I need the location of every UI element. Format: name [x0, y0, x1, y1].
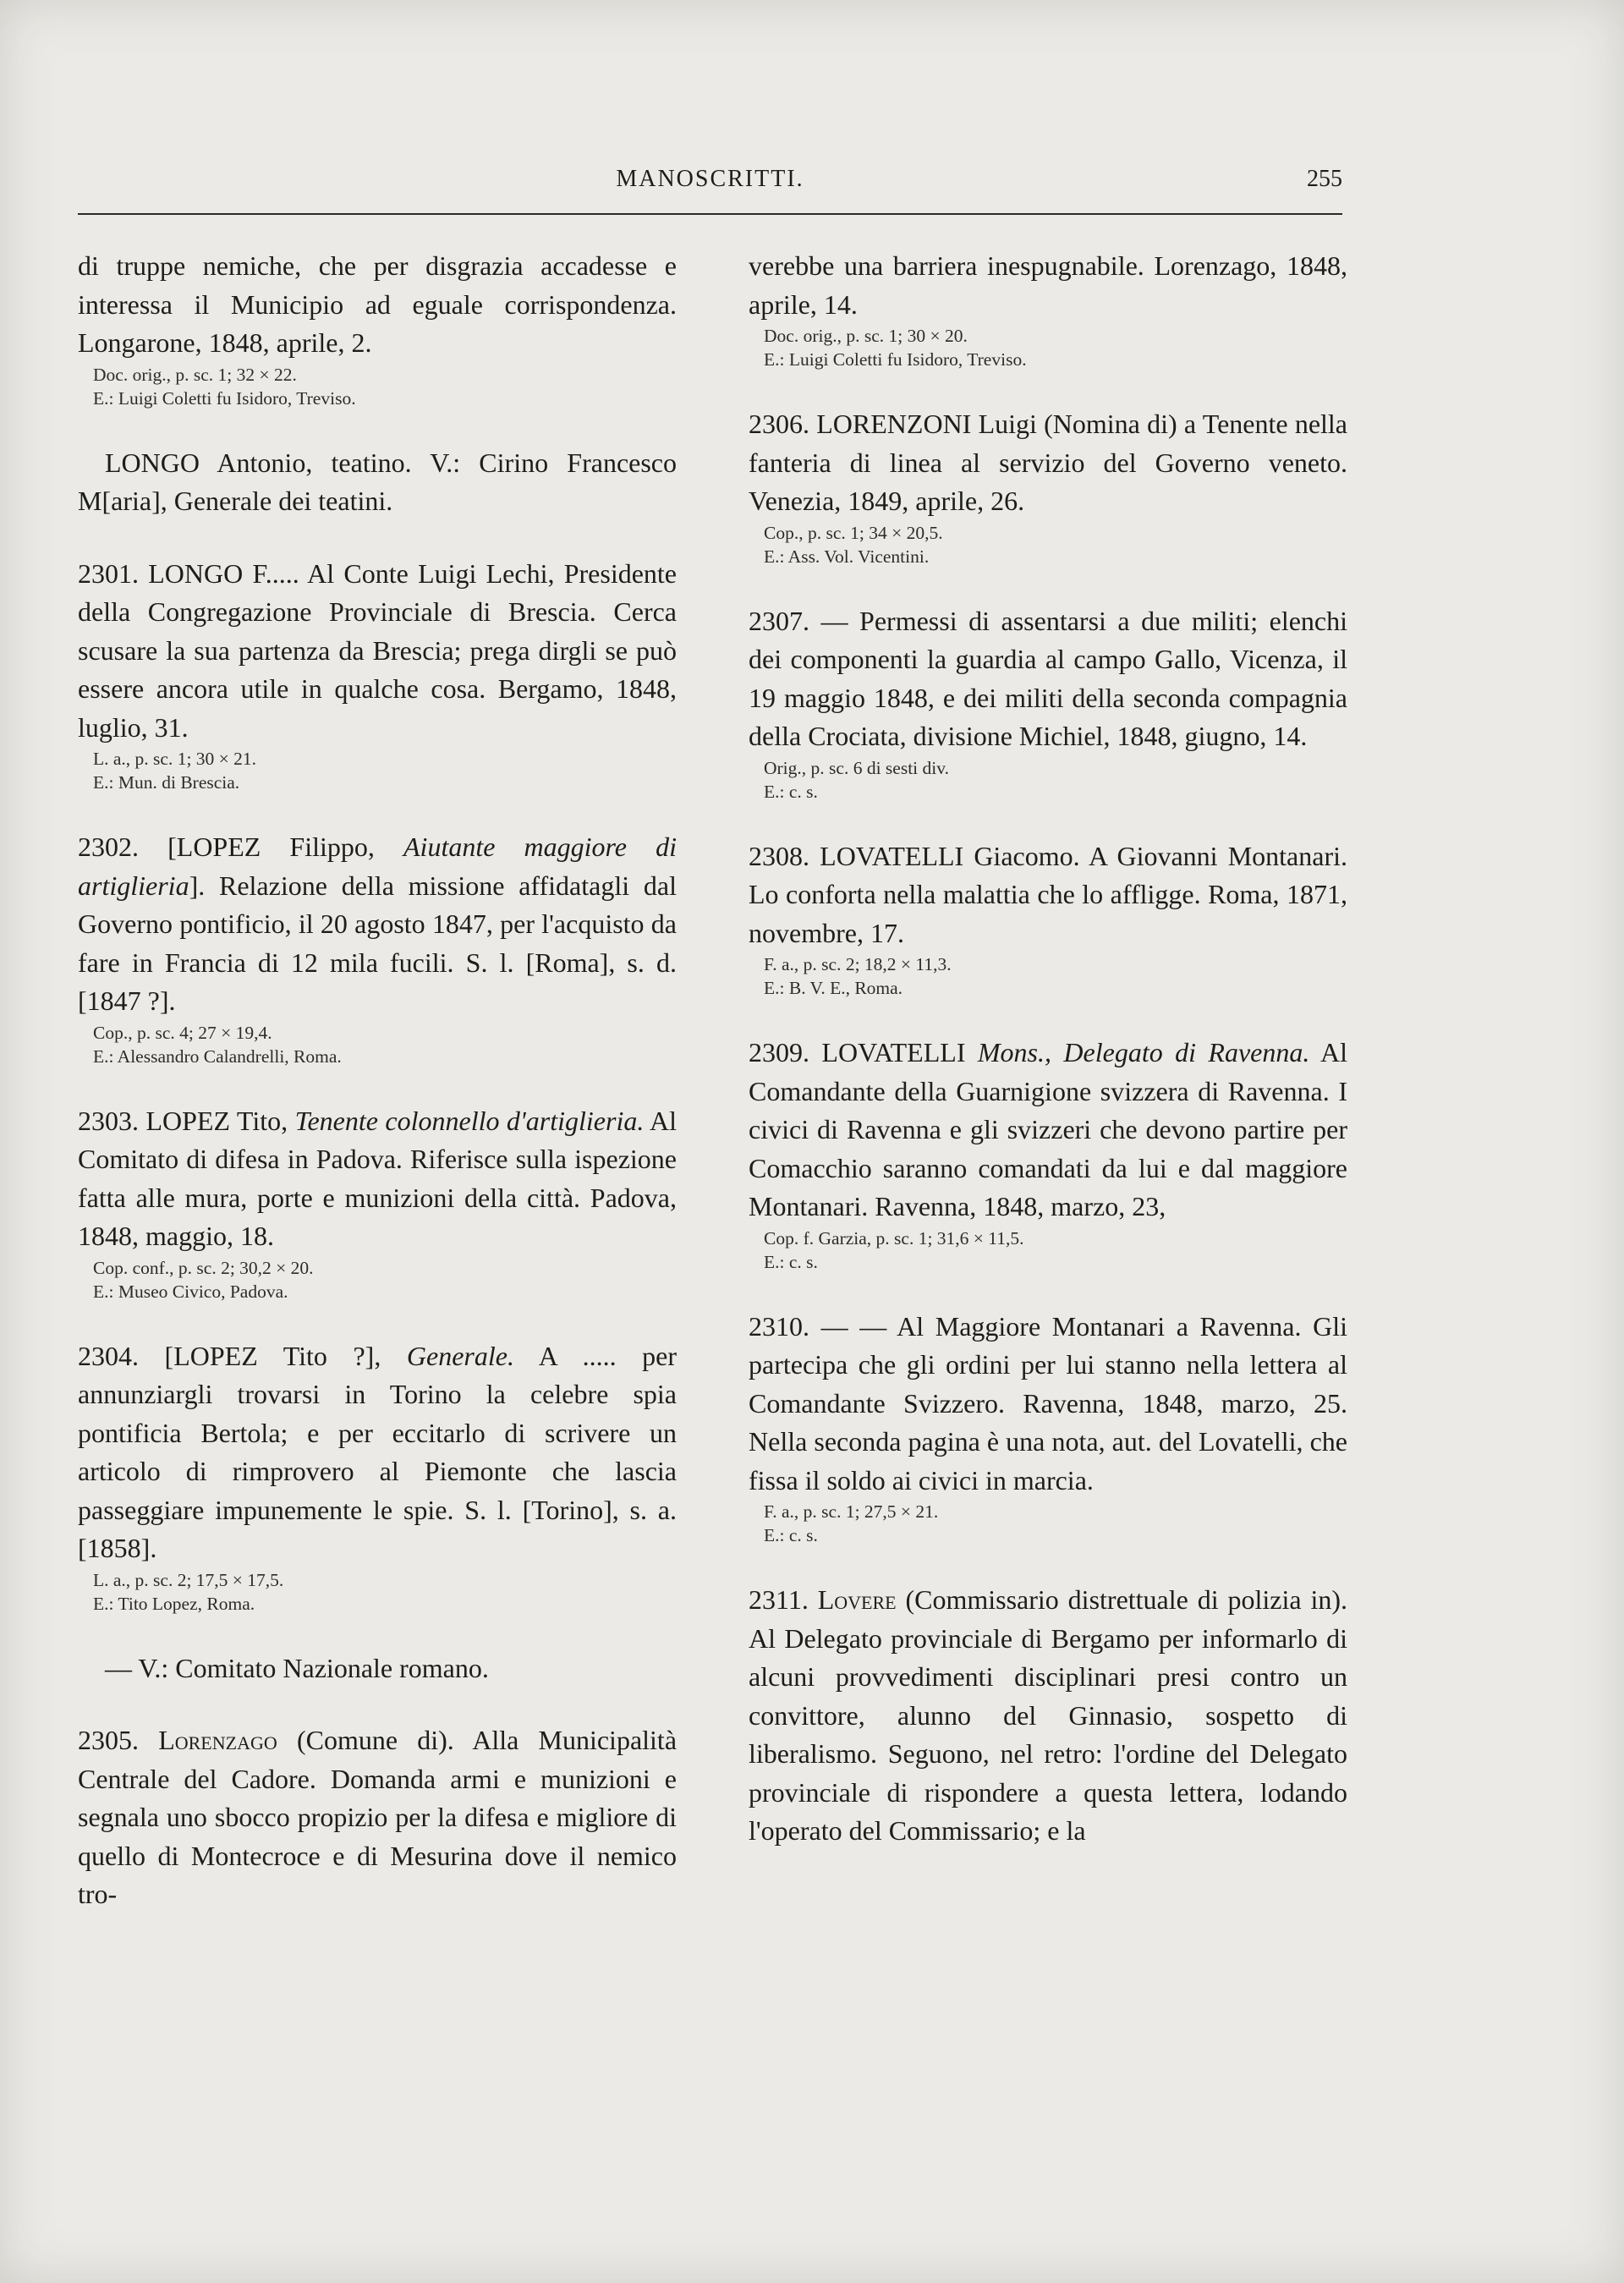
entry-description: F. a., p. sc. 1; 27,5 × 21.	[764, 1501, 939, 1522]
entry-owner: E.: Museo Civico, Padova.	[93, 1281, 288, 1302]
entry-number: 2301.	[78, 557, 139, 589]
entry-text: — — Al Maggiore Montanari a Ravenna. Gli partecipa che gli ordini per lui stanno nella lettera al Comandante Svizzero. Ravenna, 1848, marzo, 25. Nella seconda pagina è una nota, aut. del Lovatelli, che fissa il soldo ai civici in marcia.	[749, 1310, 1348, 1495]
entry-number: 2305.	[78, 1725, 139, 1755]
right-column	[749, 247, 1347, 1885]
entry-text: — V.: Comitato Nazionale romano.	[105, 1652, 489, 1683]
entry-2311	[749, 1581, 1347, 1851]
entry-author: LOVATELLI	[821, 1037, 966, 1067]
entry-owner: E.: c. s.	[764, 1525, 818, 1545]
entry-role: Tenente colonnello d'artiglieria.	[294, 1105, 645, 1136]
entry-text: LONGO F..... Al Conte Luigi Lechi, Presidente della Congregazione Provinciale di Brescia. Cerca scusare la sua partenza da Brescia; prega dirgli se può essere ancora utile in qualche cosa. Bergamo, 1848, luglio, 31.	[78, 557, 677, 743]
entry-number: 2309.	[749, 1037, 809, 1067]
entry-text: di truppe nemiche, che per disgrazia accadesse e interessa il Municipio ad eguale corrispondenza. Longarone, 1848, aprile, 2.	[78, 250, 677, 358]
entry-number: 2311.	[749, 1584, 809, 1615]
running-title: MANOSCRITTI.	[616, 166, 804, 192]
entry-description: L. a., p. sc. 1; 30 × 21.	[93, 749, 257, 769]
entry-owner: E.: B. V. E., Roma.	[764, 978, 903, 998]
entry-2310	[749, 1308, 1347, 1548]
entry-number: 2306.	[749, 409, 809, 439]
entry-2304	[78, 1337, 677, 1616]
entry-2303	[78, 1102, 677, 1303]
entry-text: — Permessi di assentarsi a due militi; elenchi dei componenti la guardia al campo Gallo, Vicenza, il 19 maggio 1848, e dei militi della seconda compagnia della Crociata, divisione Michiel, 1848, giugno, 14.	[749, 605, 1347, 751]
entry-number: 2302.	[78, 831, 139, 862]
entry-role: Aiutante maggiore di artiglieria	[78, 831, 677, 901]
entry-number: 2303.	[78, 1105, 139, 1136]
entry-number: 2307.	[749, 605, 809, 636]
entry-description: F. a., p. sc. 2; 18,2 × 11,3.	[764, 954, 952, 974]
entry-2302	[78, 828, 677, 1068]
entry-role: Mons., Delegato di Ravenna.	[977, 1037, 1310, 1067]
entry-description: Doc. orig., p. sc. 1; 32 × 22.	[93, 364, 297, 385]
entry-owner: E.: Luigi Coletti fu Isidoro, Treviso.	[93, 387, 356, 409]
entry-description: Cop. f. Garzia, p. sc. 1; 31,6 × 11,5.	[764, 1227, 1024, 1249]
entry-longo-antonio	[78, 444, 677, 521]
entry-owner: E.: Luigi Coletti fu Isidoro, Treviso.	[764, 349, 1027, 370]
entry-role: Generale.	[406, 1340, 514, 1371]
entry-description: Cop. conf., p. sc. 2; 30,2 × 20.	[93, 1257, 314, 1278]
entry-owner: E.: Tito Lopez, Roma.	[93, 1593, 255, 1614]
entry-owner: E.: Ass. Vol. Vicentini.	[764, 546, 930, 567]
entry-text: ]. Relazione della missione affidatagli dal Governo pontificio, il 20 agosto 1847, per l'acquisto da fare in Francia di 12 mila fucili. S. l. [Roma], s. d. [1847 ?].	[78, 870, 677, 1016]
entry-description: Orig., p. sc. 6 di sesti div.	[764, 757, 949, 778]
entry-text: A ..... per annunziargli trovarsi in Torino la celebre spia pontificia Bertola; e per eccitarlo di scrivere un articolo di rimprovero al Piemonte che lascia passeggiare impunemente le spie. S. l. [Torino], s. a. [1858].	[78, 1340, 678, 1563]
entry-number: 2304.	[78, 1340, 139, 1371]
page-header	[78, 166, 1342, 208]
entry-owner: E.: c. s.	[764, 781, 818, 802]
entry-text: (Comune di). Alla Municipalità Centrale del Cadore. Domanda armi e munizioni e segnala uno sbocco propizio per la difesa e migliore di quello di Montecroce e di Mesurina dove il nemico tro-	[78, 1725, 678, 1909]
entry-owner: E.: Alessandro Calandrelli, Roma.	[93, 1045, 342, 1067]
entry-author: Lorenzago	[158, 1725, 277, 1755]
entry-author: Lovere	[817, 1584, 897, 1615]
entry-continuation-left	[78, 247, 677, 410]
entry-description: Doc. orig., p. sc. 1; 30 × 20.	[764, 326, 968, 346]
entry-owner: E.: c. s.	[764, 1251, 818, 1272]
entry-number: 2310.	[749, 1310, 809, 1342]
entry-text: Al Comandante della Guarnigione svizzera di Ravenna. I civici di Ravenna e gli svizzeri che devono partire per Comacchio saranno comandati da lui e dal maggiore Montanari. Ravenna, 1848, marzo, 23,	[749, 1037, 1348, 1221]
entry-owner: E.: Mun. di Brescia.	[93, 772, 240, 793]
entry-continuation-right	[749, 247, 1347, 371]
entry-author: [LOPEZ Filippo,	[167, 831, 375, 862]
left-column	[78, 247, 677, 1948]
entry-2301	[78, 555, 677, 795]
entry-description: Cop., p. sc. 1; 34 × 20,5.	[764, 522, 943, 543]
header-rule	[78, 213, 1342, 215]
entry-number: 2308.	[749, 840, 809, 871]
entry-author: LOPEZ Tito,	[145, 1105, 288, 1136]
entry-text: Al Comitato di difesa in Padova. Riferisce sulla ispezione fatta alle mura, porte e munizioni della città. Padova, 1848, maggio, 18.	[78, 1105, 678, 1251]
entry-text: LOVATELLI Giacomo. A Giovanni Montanari. Lo conforta nella malattia che lo affligge. Roma, 1871, novembre, 17.	[749, 840, 1348, 948]
entry-text: LONGO Antonio, teatino. V.: Cirino Francesco M[aria], Generale dei teatini.	[78, 447, 677, 516]
entry-2308	[749, 837, 1347, 1001]
entry-text: LORENZONI Luigi (Nomina di) a Tenente nella fanteria di linea al servizio del Governo veneto. Venezia, 1849, aprile, 26.	[749, 409, 1348, 516]
page-number: 255	[1307, 166, 1342, 192]
entry-description: L. a., p. sc. 2; 17,5 × 17,5.	[93, 1569, 284, 1590]
entry-text: verebbe una barriera inespugnabile. Lorenzago, 1848, aprile, 14.	[749, 250, 1347, 320]
entry-text: (Commissario distrettuale di polizia in). Al Delegato provinciale di Bergamo per informarlo di alcuni provvedimenti disciplinari presi contro un convittore, alunno del Ginnasio, sospetto di liberalismo. Seguono, nel retro: l'ordine del Delegato provinciale di rispondere a questa lettera, lodando l'operato del Commissario; e la	[749, 1584, 1348, 1846]
entry-2306	[749, 405, 1347, 568]
entry-2305	[78, 1721, 677, 1914]
entry-description: Cop., p. sc. 4; 27 × 19,4.	[93, 1022, 272, 1043]
entry-cross-reference	[78, 1649, 677, 1688]
entry-author: [LOPEZ Tito ?],	[164, 1340, 381, 1371]
entry-2307	[749, 602, 1347, 804]
entry-2309	[749, 1034, 1347, 1274]
